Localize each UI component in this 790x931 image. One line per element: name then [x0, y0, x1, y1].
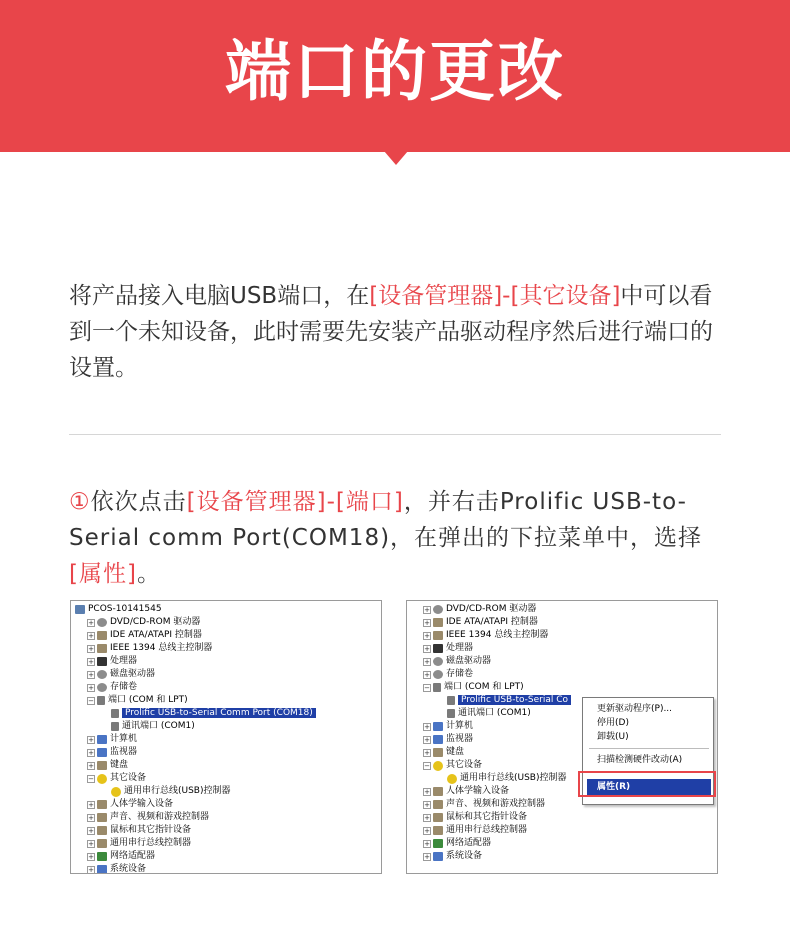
tree-item[interactable]: + 监视器: [424, 734, 474, 744]
step1-highlight-1: [设备管理器]-[端口]: [186, 489, 404, 515]
tree-item[interactable]: + IDE ATA/ATAPI 控制器: [88, 630, 202, 640]
menu-item-properties[interactable]: 属性(R): [587, 779, 711, 795]
banner-notch: [384, 151, 408, 165]
mouse-icon: [97, 826, 107, 835]
tree-item-com1[interactable]: 通讯端口 (COM1): [411, 707, 571, 720]
device-manager-screenshot-left: [70, 600, 382, 874]
step-number: ①: [69, 489, 91, 515]
computer-icon: [97, 735, 107, 744]
ieee-icon: [97, 644, 107, 653]
dvd-icon: [433, 605, 443, 614]
port-icon: [433, 683, 441, 692]
tree-item[interactable]: + 键盘: [424, 747, 465, 757]
menu-item-scan[interactable]: 扫描检测硬件改动(A): [597, 755, 683, 765]
tree-item[interactable]: + 网络适配器: [88, 851, 156, 861]
tree-item-ports[interactable]: − 端口 (COM 和 LPT): [88, 695, 188, 705]
step1-text-3: 。: [136, 561, 161, 587]
ide-icon: [97, 631, 107, 640]
tree-item[interactable]: + 系统设备: [424, 851, 483, 861]
port-icon: [97, 696, 105, 705]
mouse-icon: [433, 813, 443, 822]
intro-highlight: [设备管理器]-[其它设备]: [369, 283, 621, 309]
port-icon: [111, 722, 119, 731]
step1-text-1: 依次点击: [90, 489, 187, 515]
menu-item-disable[interactable]: 停用(D): [597, 718, 629, 728]
step1-highlight-2: [属性]: [69, 561, 137, 587]
monitor-icon: [433, 735, 443, 744]
hid-icon: [97, 800, 107, 809]
menu-item-update-driver[interactable]: 更新驱动程序(P)...: [597, 704, 673, 714]
ide-icon: [433, 618, 443, 627]
intro-text-1: 将产品接入电脑USB端口，在: [69, 283, 370, 309]
system-icon: [433, 852, 443, 861]
dvd-icon: [97, 618, 107, 627]
port-icon: [447, 696, 455, 705]
tree-item[interactable]: + 监视器: [88, 747, 138, 757]
tree-item[interactable]: + 计算机: [88, 734, 138, 744]
monitor-icon: [97, 748, 107, 757]
unknown-device-icon: [433, 761, 443, 771]
keyboard-icon: [433, 748, 443, 757]
tree-item[interactable]: + IEEE 1394 总线主控制器: [424, 630, 549, 640]
processor-icon: [97, 657, 107, 666]
sound-icon: [97, 813, 107, 822]
tree-item[interactable]: + DVD/CD-ROM 驱动器: [424, 604, 537, 614]
tree-item-ports[interactable]: − 端口 (COM 和 LPT): [424, 682, 524, 692]
tree-item[interactable]: + 人体学输入设备: [424, 786, 510, 796]
unknown-device-icon: [97, 774, 107, 784]
tree-item[interactable]: + 磁盘驱动器: [88, 669, 156, 679]
disk-icon: [97, 670, 107, 679]
tree-item[interactable]: + 键盘: [88, 760, 129, 770]
disk-icon: [433, 657, 443, 666]
tree-item-prolific[interactable]: Prolific USB-to-Serial Comm Port (COM18): [75, 707, 316, 720]
port-icon: [111, 709, 119, 718]
tree-item[interactable]: + 鼠标和其它指针设备: [88, 825, 192, 835]
step1-paragraph: [69, 484, 721, 592]
tree-item-prolific[interactable]: Prolific USB-to-Serial Co: [411, 694, 571, 707]
unknown-device-icon: [111, 787, 121, 797]
ieee-icon: [433, 631, 443, 640]
volume-icon: [97, 683, 107, 692]
device-manager-screenshot-right: [406, 600, 718, 874]
tree-item-com1[interactable]: 通讯端口 (COM1): [75, 720, 316, 733]
tree-item[interactable]: + 通用串行总线控制器: [88, 838, 192, 848]
tree-root[interactable]: PCOS-10141545: [75, 603, 316, 616]
tree-item[interactable]: + 处理器: [424, 643, 474, 653]
device-tree: [75, 603, 316, 874]
tree-item-other-devices[interactable]: − 其它设备: [424, 760, 483, 770]
unknown-device-icon: [447, 774, 457, 784]
tree-item[interactable]: + 存储卷: [88, 682, 138, 692]
menu-item-uninstall[interactable]: 卸载(U): [597, 732, 629, 742]
tree-item[interactable]: + 计算机: [424, 721, 474, 731]
tree-item[interactable]: + 存储卷: [424, 669, 474, 679]
tree-item-other-devices[interactable]: − 其它设备: [88, 773, 147, 783]
divider: [69, 434, 721, 435]
tree-item[interactable]: + 声音、视频和游戏控制器: [88, 812, 210, 822]
sound-icon: [433, 800, 443, 809]
device-tree: [411, 603, 571, 863]
menu-separator: [589, 748, 709, 749]
usb-icon: [97, 839, 107, 848]
tree-item[interactable]: + IEEE 1394 总线主控制器: [88, 643, 213, 653]
step1-text-2: ，并右击Prolific USB-to-Serial comm Port(COM18)，在弹出的下拉菜单中，选择: [69, 489, 703, 551]
processor-icon: [433, 644, 443, 653]
tree-item-usb-ctrl[interactable]: 通用串行总线(USB)控制器: [75, 785, 316, 798]
tree-item[interactable]: + 通用串行总线控制器: [424, 825, 528, 835]
computer-icon: [75, 605, 85, 614]
volume-icon: [433, 670, 443, 679]
intro-paragraph: [69, 278, 721, 386]
port-icon: [447, 709, 455, 718]
page-title: 端口的更改: [225, 33, 565, 110]
tree-item[interactable]: + DVD/CD-ROM 驱动器: [88, 617, 201, 627]
tree-item[interactable]: + 处理器: [88, 656, 138, 666]
intro-text-2: 中可以看到一个未知设备，此时需要先安装产品驱动程序然后进行端口的设置。: [69, 283, 713, 381]
tree-item[interactable]: + 鼠标和其它指针设备: [424, 812, 528, 822]
highlight-box: [578, 771, 716, 797]
tree-item[interactable]: + 系统设备: [88, 864, 147, 874]
computer-icon: [433, 722, 443, 731]
tree-item[interactable]: + IDE ATA/ATAPI 控制器: [424, 617, 538, 627]
network-icon: [433, 839, 443, 848]
tree-item[interactable]: + 网络适配器: [424, 838, 492, 848]
network-icon: [97, 852, 107, 861]
hid-icon: [433, 787, 443, 796]
tree-item[interactable]: + 人体学输入设备: [88, 799, 174, 809]
tree-item[interactable]: + 磁盘驱动器: [424, 656, 492, 666]
keyboard-icon: [97, 761, 107, 770]
system-icon: [97, 865, 107, 874]
header-banner: [0, 0, 790, 152]
tree-item[interactable]: + 声音、视频和游戏控制器: [424, 799, 546, 809]
usb-icon: [433, 826, 443, 835]
tree-item-usb-ctrl[interactable]: 通用串行总线(USB)控制器: [411, 772, 571, 785]
